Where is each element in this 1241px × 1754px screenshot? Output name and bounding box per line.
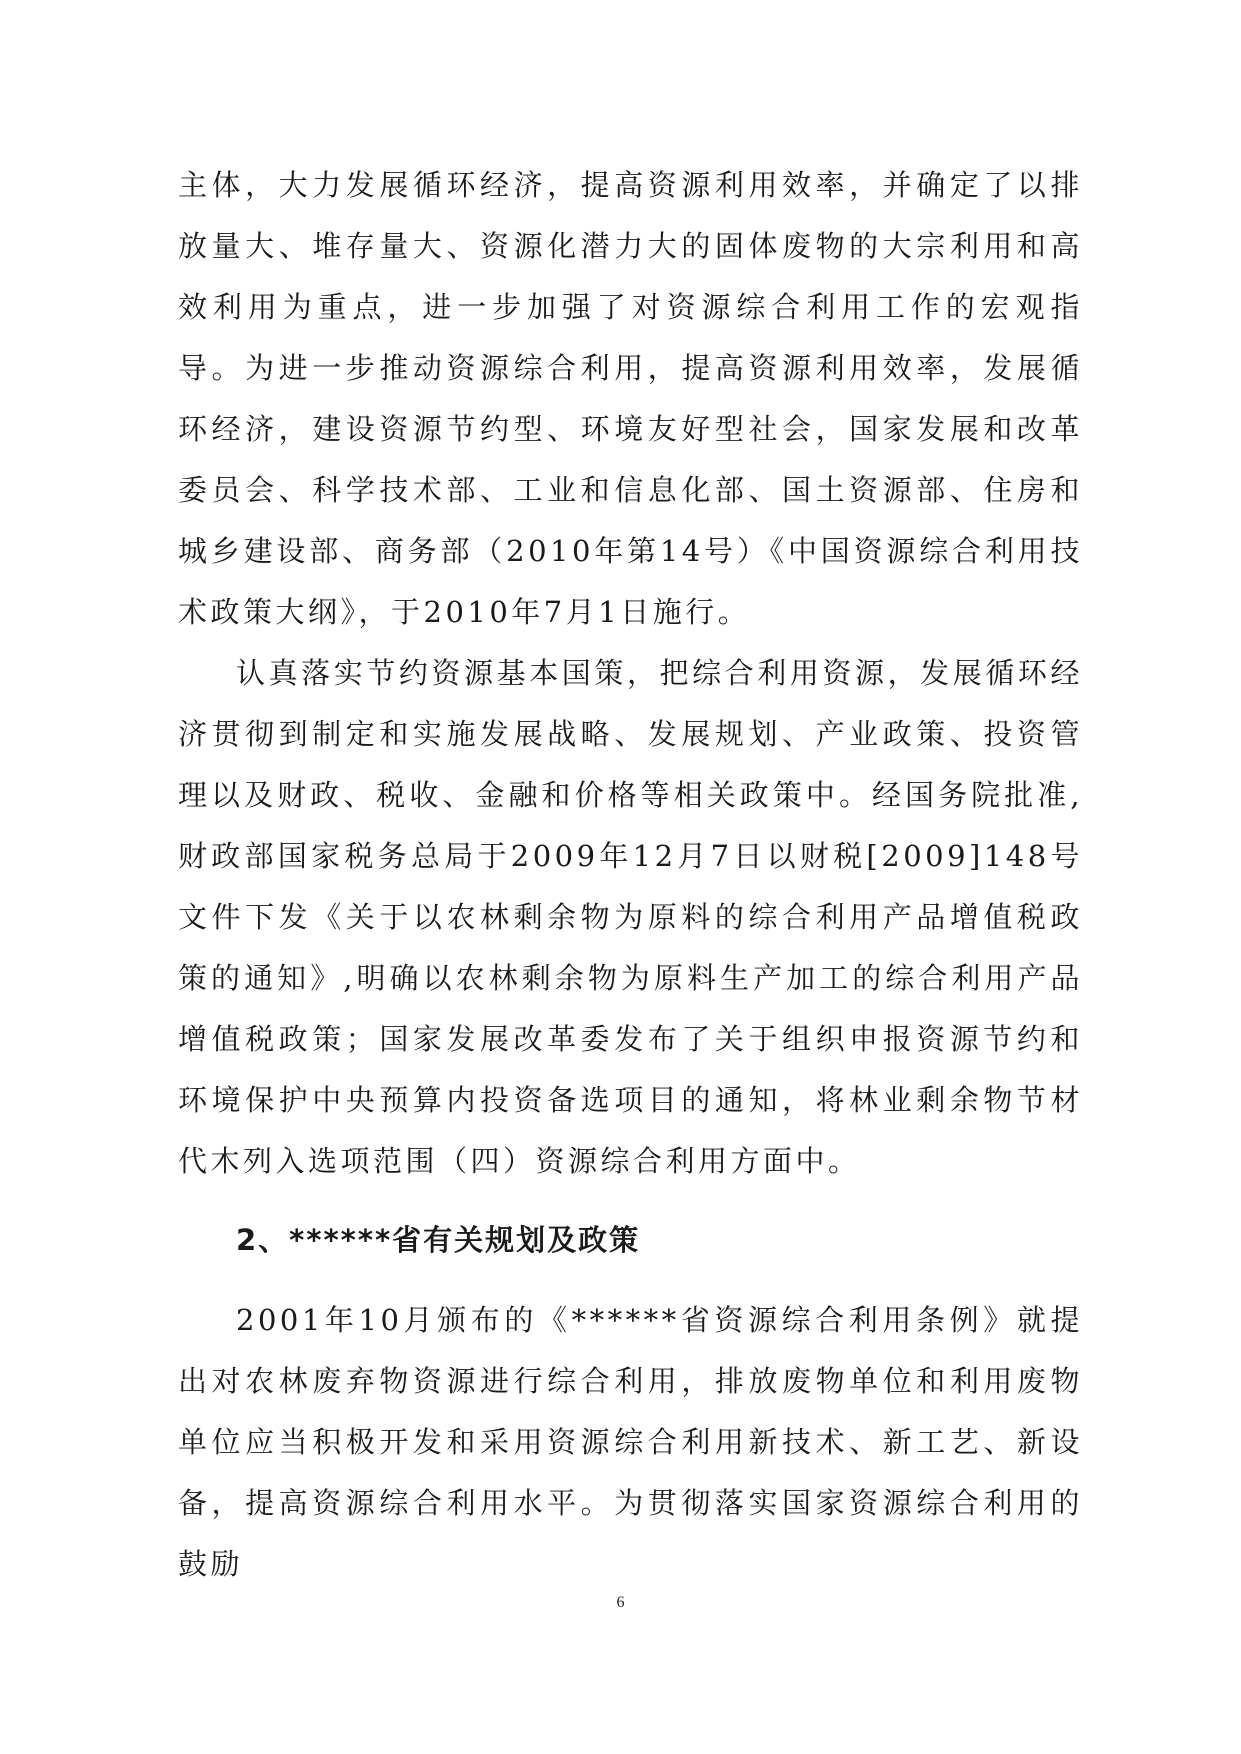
document-body xyxy=(178,155,1083,1595)
paragraph-policy-outline: 主体，大力发展循环经济，提高资源利用效率，并确定了以排放量大、堆存量大、资源化潜力大的固体废物的大宗利用和高效利用为重点，进一步加强了对资源综合利用工作的宏观指导。为进一步推动资源综合利用，提高资源利用效率，发展循环经济，建设资源节约型、环境友好型社会，国家发展和改革委员会、科学技术部、工业和信息化部、国土资源部、住房和城乡建设部、商务部（2010年第14号）《中国资源综合利用技术政策大纲》，于2010年7月1日施行。 xyxy=(178,168,1083,629)
paragraph-provincial-regulation: 2001年10月颁布的《******省资源综合利用条例》就提出对农林废弃物资源进行综合利用，排放废物单位和利用废物单位应当积极开发和采用资源综合利用新技术、新工艺、新设备，提高资源综合利用水平。为贯彻落实国家资源综合利用的鼓励 xyxy=(178,1303,1083,1581)
section-heading-provincial-policy: 2、******省有关规划及政策 xyxy=(236,1223,641,1257)
page-number: 6 xyxy=(616,1594,625,1611)
paragraph-national-policy: 认真落实节约资源基本国策，把综合利用资源，发展循环经济贯彻到制定和实施发展战略、发展规划、产业政策、投资管理以及财政、税收、金融和价格等相关政策中。经国务院批准,财政部国家税务总局于2009年12月7日以财税[2009]148号文件下发《关于以农林剩余物为原料的综合利用产品增值税政策的通知》,明确以农林剩余物为原料生产加工的综合利用产品增值税政策；国家发展改革委发布了关于组织申报资源节约和环境保护中央预算内投资备选项目的通知，将林业剩余物节材代木列入选项范围（四）资源综合利用方面中。 xyxy=(178,656,1083,1178)
